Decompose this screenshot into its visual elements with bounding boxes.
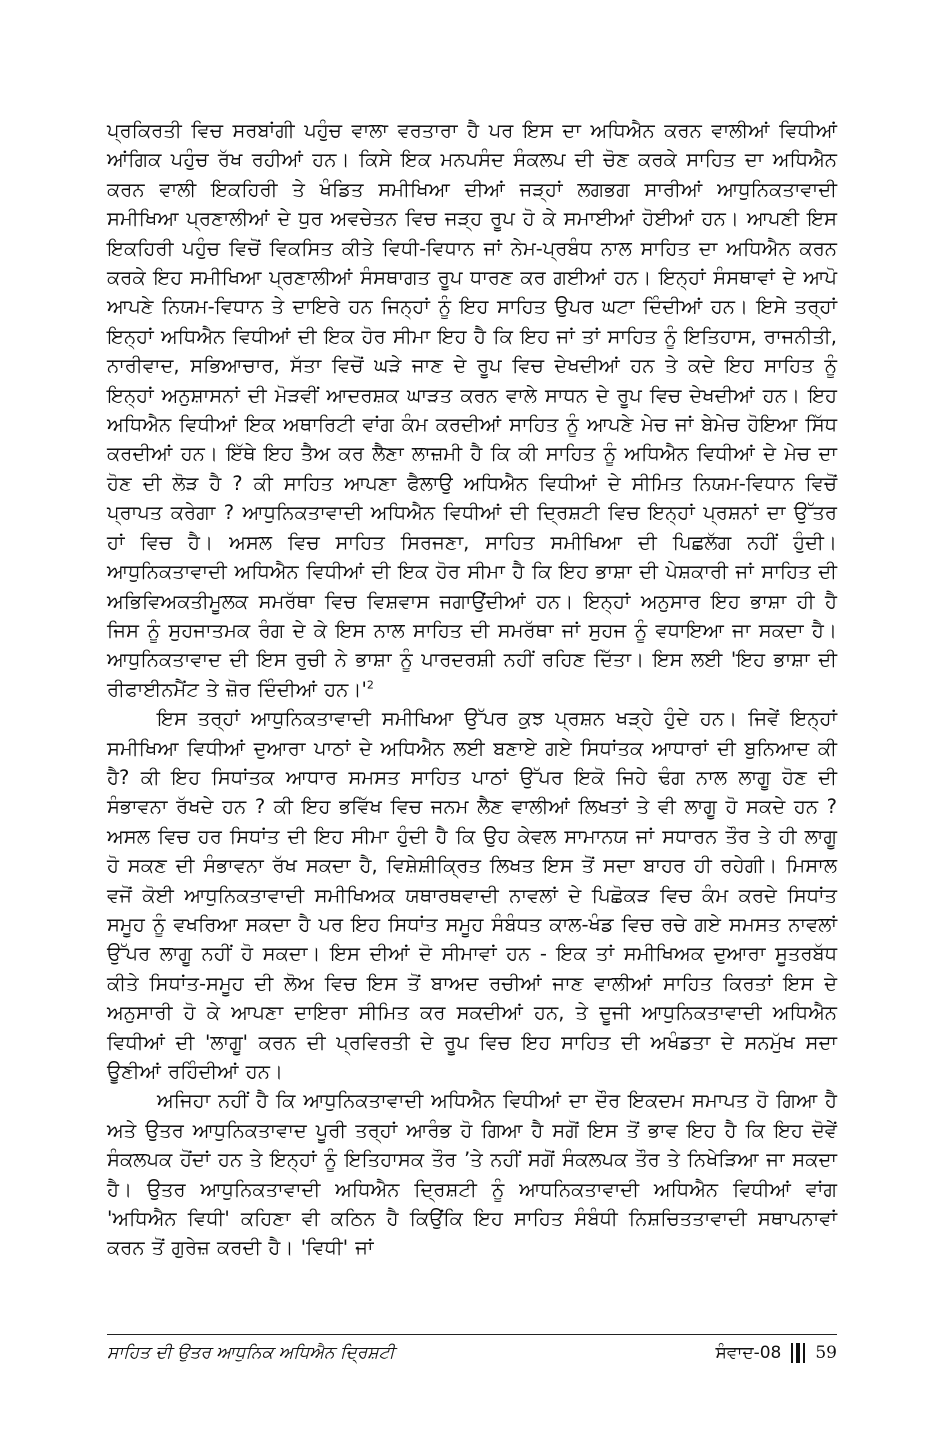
paragraph-3: ਅਜਿਹਾ ਨਹੀਂ ਹੈ ਕਿ ਆਧੁਨਿਕਤਾਵਾਦੀ ਅਧਿਐਨ ਵਿਧੀਆਂ ਦਾ ਦੌਰ ਇਕਦਮ ਸਮਾਪਤ ਹੋ ਗਿਆ ਹੈ ਅਤੇ ਉਤਰ ਆਧੁਨਿਕਤਾਵਾਦ ਪੂਰੀ ਤਰ੍ਹਾਂ ਆਰੰਭ ਹੋ ਗਿਆ ਹੈ ਸਗੋਂ ਇਸ ਤੋਂ ਭਾਵ ਇਹ ਹੈ ਕਿ ਇਹ ਦੋਵੇਂ ਸੰਕਲਪਕ ਹੋਂਦਾਂ ਹਨ ਤੇ ਇਨ੍ਹਾਂ ਨੂੰ ਇਤਿਹਾਸਕ ਤੌਰ ’ਤੇ ਨਹੀਂ ਸਗੋਂ ਸੰਕਲਪਕ ਤੌਰ ਤੇ ਨਿਖੇੜਿਆ ਜਾ ਸਕਦਾ ਹੈ। ਉਤਰ ਆਧੁਨਿਕਤਾਵਾਦੀ ਅਧਿਐਨ ਦ੍ਰਿਸ਼ਟੀ ਨੂੰ ਆਧਨਿਕਤਾਵਾਦੀ ਅਧਿਐਨ ਵਿਧੀਆਂ ਵਾਂਗ 'ਅਧਿਐਨ ਵਿਧੀ' ਕਹਿਣਾ ਵੀ ਕਠਿਨ ਹੈ ਕਿਉਂਕਿ ਇਹ ਸਾਹਿਤ ਸੰਬੰਧੀ ਨਿਸ਼ਚਿਤਤਾਵਾਦੀ ਸਥਾਪਨਾਵਾਂ ਕਰਨ ਤੋਂ ਗੁਰੇਜ਼ ਕਰਦੀ ਹੈ। 'ਵਿਧੀ' ਜਾਂ bbox=[107, 1089, 837, 1260]
page-footer bbox=[107, 1334, 837, 1363]
running-title: ਸਾਹਿਤ ਦੀ ਉਤਰ ਆਧੁਨਿਕ ਅਧਿਐਨ ਦ੍ਰਿਸ਼ਟੀ bbox=[107, 1343, 395, 1363]
journal-issue: ਸੰਵਾਦ-08 bbox=[715, 1343, 782, 1363]
paragraph-2: ਇਸ ਤਰ੍ਹਾਂ ਆਧੁਨਿਕਤਾਵਾਦੀ ਸਮੀਖਿਆ ਉੱਪਰ ਕੁਝ ਪ੍ਰਸ਼ਨ ਖੜ੍ਹੇ ਹੁੰਦੇ ਹਨ। ਜਿਵੇਂ ਇਨ੍ਹਾਂ ਸਮੀਖਿਆ ਵਿਧੀਆਂ ਦੁਆਰਾ ਪਾਠਾਂ ਦੇ ਅਧਿਐਨ ਲਈ ਬਣਾਏ ਗਏ ਸਿਧਾਂਤਕ ਆਧਾਰਾਂ ਦੀ ਬੁਨਿਆਦ ਕੀ ਹੈ? ਕੀ ਇਹ ਸਿਧਾਂਤਕ ਆਧਾਰ ਸਮਸਤ ਸਾਹਿਤ ਪਾਠਾਂ ਉੱਪਰ ਇਕੋ ਜਿਹੇ ਢੰਗ ਨਾਲ ਲਾਗੂ ਹੋਣ ਦੀ ਸੰਭਾਵਨਾ ਰੱਖਦੇ ਹਨ ? ਕੀ ਇਹ ਭਵਿੱਖ ਵਿਚ ਜਨਮ ਲੈਣ ਵਾਲੀਆਂ ਲਿਖਤਾਂ ਤੇ ਵੀ ਲਾਗੂ ਹੋ ਸਕਦੇ ਹਨ ? ਅਸਲ ਵਿਚ ਹਰ ਸਿਧਾਂਤ ਦੀ ਇਹ ਸੀਮਾ ਹੁੰਦੀ ਹੈ ਕਿ ਉਹ ਕੇਵਲ ਸਾਮਾਨਯ ਜਾਂ ਸਧਾਰਨ ਤੌਰ ਤੇ ਹੀ ਲਾਗੂ ਹੋ ਸਕਣ ਦੀ ਸੰਭਾਵਨਾ ਰੱਖ ਸਕਦਾ ਹੈ, ਵਿਸ਼ੇਸ਼ੀਕ੍ਰਿਤ ਲਿਖਤ ਇਸ ਤੋਂ ਸਦਾ ਬਾਹਰ ਹੀ ਰਹੇਗੀ। ਮਿਸਾਲ ਵਜੋਂ ਕੋਈ ਆਧੁਨਿਕਤਾਵਾਦੀ ਸਮੀਖਿਅਕ ਯਥਾਰਥਵਾਦੀ ਨਾਵਲਾਂ ਦੇ ਪਿਛੋਕੜ ਵਿਚ ਕੰਮ ਕਰਦੇ ਸਿਧਾਂਤ ਸਮੂਹ ਨੂੰ ਵਖਰਿਆ ਸਕਦਾ ਹੈ ਪਰ ਇਹ ਸਿਧਾਂਤ ਸਮੂਹ ਸੰਬੰਧਤ ਕਾਲ-ਖੰਡ ਵਿਚ ਰਚੇ ਗਏ ਸਮਸਤ ਨਾਵਲਾਂ ਉੱਪਰ ਲਾਗੂ ਨਹੀਂ ਹੋ ਸਕਦਾ। ਇਸ ਦੀਆਂ ਦੋ ਸੀਮਾਵਾਂ ਹਨ - ਇਕ ਤਾਂ ਸਮੀਖਿਅਕ ਦੁਆਰਾ ਸੂਤਰਬੱਧ ਕੀਤੇ ਸਿਧਾਂਤ-ਸਮੂਹ ਦੀ ਲੋਅ ਵਿਚ ਇਸ ਤੋਂ ਬਾਅਦ ਰਚੀਆਂ ਜਾਣ ਵਾਲੀਆਂ ਸਾਹਿਤ ਕਿਰਤਾਂ ਇਸ ਦੇ ਅਨੁਸਾਰੀ ਹੋ ਕੇ ਆਪਣਾ ਦਾਇਰਾ ਸੀਮਿਤ ਕਰ ਸਕਦੀਆਂ ਹਨ, ਤੇ ਦੂਜੀ ਆਧੁਨਿਕਤਾਵਾਦੀ ਅਧਿਐਨ ਵਿਧੀਆਂ ਦੀ 'ਲਾਗੂ' ਕਰਨ ਦੀ ਪ੍ਰਵਿਰਤੀ ਦੇ ਰੂਪ ਵਿਚ ਇਹ ਸਾਹਿਤ ਦੀ ਅਖੰਡਤਾ ਦੇ ਸਨਮੁੱਖ ਸਦਾ ਊਣੀਆਂ ਰਹਿੰਦੀਆਂ ਹਨ। bbox=[107, 707, 837, 1083]
paragraph-1-text: ਪ੍ਰਕਿਰਤੀ ਵਿਚ ਸਰਬਾਂਗੀ ਪਹੁੰਚ ਵਾਲਾ ਵਰਤਾਰਾ ਹੈ ਪਰ ਇਸ ਦਾ ਅਧਿਐਨ ਕਰਨ ਵਾਲੀਆਂ ਵਿਧੀਆਂ ਆਂਗਿਕ ਪਹੁੰਚ ਰੱਖ ਰਹੀਆਂ ਹਨ। ਕਿਸੇ ਇਕ ਮਨਪਸੰਦ ਸੰਕਲਪ ਦੀ ਚੋਣ ਕਰਕੇ ਸਾਹਿਤ ਦਾ ਅਧਿਐਨ ਕਰਨ ਵਾਲੀ ਇਕਹਿਰੀ ਤੇ ਖੰਡਿਤ ਸਮੀਖਿਆ ਦੀਆਂ ਜੜ੍ਹਾਂ ਲਗਭਗ ਸਾਰੀਆਂ ਆਧੁਨਿਕਤਾਵਾਦੀ ਸਮੀਖਿਆ ਪ੍ਰਣਾਲੀਆਂ ਦੇ ਧੁਰ ਅਵਚੇਤਨ ਵਿਚ ਜੜ੍ਹ ਰੂਪ ਹੋ ਕੇ ਸਮਾਈਆਂ ਹੋਈਆਂ ਹਨ। ਆਪਣੀ ਇਸ ਇਕਹਿਰੀ ਪਹੁੰਚ ਵਿਚੋਂ ਵਿਕਸਿਤ ਕੀਤੇ ਵਿਧੀ-ਵਿਧਾਨ ਜਾਂ ਨੇਮ-ਪ੍ਰਬੰਧ ਨਾਲ ਸਾਹਿਤ ਦਾ ਅਧਿਐਨ ਕਰਨ ਕਰਕੇ ਇਹ ਸਮੀਖਿਆ ਪ੍ਰਣਾਲੀਆਂ ਸੰਸਥਾਗਤ ਰੂਪ ਧਾਰਣ ਕਰ ਗਈਆਂ ਹਨ। ਇਨ੍ਹਾਂ ਸੰਸਥਾਵਾਂ ਦੇ ਆਪੋ ਆਪਣੇ ਨਿਯਮ-ਵਿਧਾਨ ਤੇ ਦਾਇਰੇ ਹਨ ਜਿਨ੍ਹਾਂ ਨੂੰ ਇਹ ਸਾਹਿਤ ਉਪਰ ਘਟਾ ਦਿੰਦੀਆਂ ਹਨ। ਇਸੇ ਤਰ੍ਹਾਂ ਇਨ੍ਹਾਂ ਅਧਿਐਨ ਵਿਧੀਆਂ ਦੀ ਇਕ ਹੋਰ ਸੀਮਾ ਇਹ ਹੈ ਕਿ ਇਹ ਜਾਂ ਤਾਂ ਸਾਹਿਤ ਨੂੰ ਇਤਿਹਾਸ, ਰਾਜਨੀਤੀ, ਨਾਰੀਵਾਦ, ਸਭਿਆਚਾਰ, ਸੱਤਾ ਵਿਚੋਂ ਘੜੇ ਜਾਣ ਦੇ ਰੂਪ ਵਿਚ ਦੇਖਦੀਆਂ ਹਨ ਤੇ ਕਦੇ ਇਹ ਸਾਹਿਤ ਨੂੰ ਇਨ੍ਹਾਂ ਅਨੁਸ਼ਾਸਨਾਂ ਦੀ ਮੋੜਵੀਂ ਆਦਰਸ਼ਕ ਘਾੜਤ ਕਰਨ ਵਾਲੇ ਸਾਧਨ ਦੇ ਰੂਪ ਵਿਚ ਦੇਖਦੀਆਂ ਹਨ। ਇਹ ਅਧਿਐਨ ਵਿਧੀਆਂ ਇਕ ਅਥਾਰਿਟੀ ਵਾਂਗ ਕੰਮ ਕਰਦੀਆਂ ਸਾਹਿਤ ਨੂੰ ਆਪਣੇ ਮੇਚ ਜਾਂ ਬੇਮੇਚ ਹੋਇਆ ਸਿੱਧ ਕਰਦੀਆਂ ਹਨ। ਇੱਥੇ ਇਹ ਤੈਅ ਕਰ ਲੈਣਾ ਲਾਜ਼ਮੀ ਹੈ ਕਿ ਕੀ ਸਾਹਿਤ ਨੂੰ ਅਧਿਐਨ ਵਿਧੀਆਂ ਦੇ ਮੇਚ ਦਾ ਹੋਣ ਦੀ ਲੋੜ ਹੈ ? ਕੀ ਸਾਹਿਤ ਆਪਣਾ ਫੈਲਾਉ ਅਧਿਐਨ ਵਿਧੀਆਂ ਦੇ ਸੀਮਿਤ ਨਿਯਮ-ਵਿਧਾਨ ਵਿਚੋਂ ਪ੍ਰਾਪਤ ਕਰੇਗਾ ? ਆਧੁਨਿਕਤਾਵਾਦੀ ਅਧਿਐਨ ਵਿਧੀਆਂ ਦੀ ਦ੍ਰਿਸ਼ਟੀ ਵਿਚ ਇਨ੍ਹਾਂ ਪ੍ਰਸ਼ਨਾਂ ਦਾ ਉੱਤਰ ਹਾਂ ਵਿਚ ਹੈ। ਅਸਲ ਵਿਚ ਸਾਹਿਤ ਸਿਰਜਣਾ, ਸਾਹਿਤ ਸਮੀਖਿਆ ਦੀ ਪਿਛਲੱਗ ਨਹੀਂ ਹੁੰਦੀ। ਆਧੁਨਿਕਤਾਵਾਦੀ ਅਧਿਐਨ ਵਿਧੀਆਂ ਦੀ ਇਕ ਹੋਰ ਸੀਮਾ ਹੈ ਕਿ ਇਹ ਭਾਸ਼ਾ ਦੀ ਪੇਸ਼ਕਾਰੀ ਜਾਂ ਸਾਹਿਤ ਦੀ ਅਭਿਵਿਅਕਤੀਮੂਲਕ ਸਮਰੱਥਾ ਵਿਚ ਵਿਸ਼ਵਾਸ ਜਗਾਉਂਦੀਆਂ ਹਨ। ਇਨ੍ਹਾਂ ਅਨੁਸਾਰ ਇਹ ਭਾਸ਼ਾ ਹੀ ਹੈ ਜਿਸ ਨੂੰ ਸੁਹਜਾਤਮਕ ਰੰਗ ਦੇ ਕੇ ਇਸ ਨਾਲ ਸਾਹਿਤ ਦੀ ਸਮਰੱਥਾ ਜਾਂ ਸੁਹਜ ਨੂੰ ਵਧਾਇਆ ਜਾ ਸਕਦਾ ਹੈ। ਆਧੁਨਿਕਤਾਵਾਦ ਦੀ ਇਸ ਰੁਚੀ ਨੇ ਭਾਸ਼ਾ ਨੂੰ ਪਾਰਦਰਸ਼ੀ ਨਹੀਂ ਰਹਿਣ ਦਿੱਤਾ। ਇਸ ਲਈ 'ਇਹ ਭਾਸ਼ਾ ਦੀ ਰੀਫਾਈਨਮੈਂਟ ਤੇ ਜ਼ੋਰ ਦਿੰਦੀਆਂ ਹਨ।' bbox=[107, 119, 837, 701]
footnote-reference[interactable]: 2 bbox=[366, 678, 374, 692]
footer-right bbox=[716, 1343, 838, 1363]
page-number: 59 bbox=[815, 1343, 837, 1363]
paragraph-1 bbox=[107, 116, 837, 704]
page-body bbox=[107, 116, 837, 1296]
divider-bars-icon bbox=[791, 1343, 805, 1363]
